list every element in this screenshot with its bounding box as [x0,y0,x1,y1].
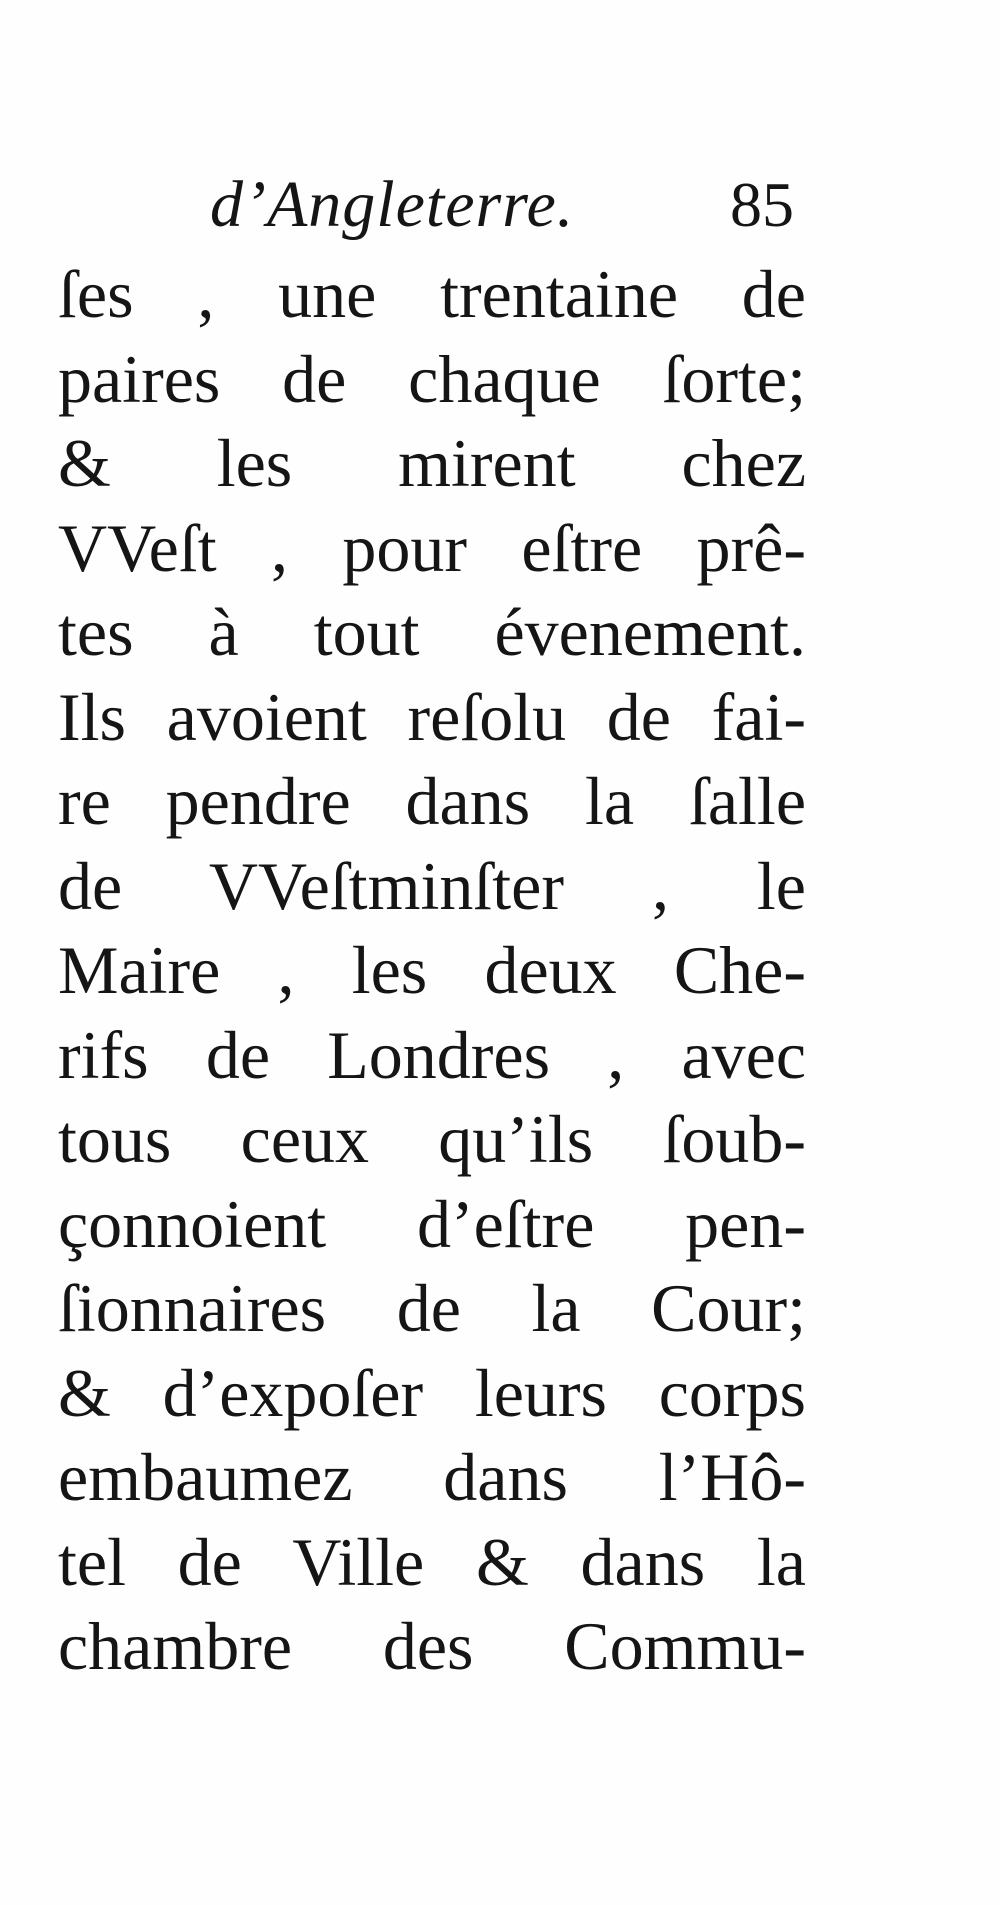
text-line: çonnoient d’eſtre pen- [58,1185,806,1262]
text-line: Ils avoient reſolu de fai- [58,678,806,755]
text-line: tous ceux qu’ils ſoub- [58,1101,806,1177]
text-line: chambre des Commu- [58,1608,806,1684]
text-line: ſionnaires de la Cour; [58,1270,806,1346]
text-line: Maire , les deux Che- [58,932,806,1008]
text-line: de VVeſtminſter , le [58,847,806,924]
running-head [0,160,1000,250]
page-number: 85 [730,169,794,240]
running-title: d’Angleterre. [210,168,575,241]
body-text [58,252,806,1689]
text-line: paires de chaque ſorte; [58,340,806,417]
text-line: & les mirent chez [58,425,806,501]
text-line: & d’expoſer leurs corps [58,1354,806,1431]
text-line: re pendre dans la ſalle [58,763,806,839]
text-line: rifs de Londres , avec [58,1016,806,1093]
text-line: embaumez dans l’Hô- [58,1439,806,1515]
text-line: VVeſt , pour eſtre prê- [58,509,806,586]
text-line: ſes , une trentaine de [58,256,806,332]
text-line: tes à tout évenement. [58,594,806,670]
text-line: tel de Ville & dans la [58,1523,806,1600]
